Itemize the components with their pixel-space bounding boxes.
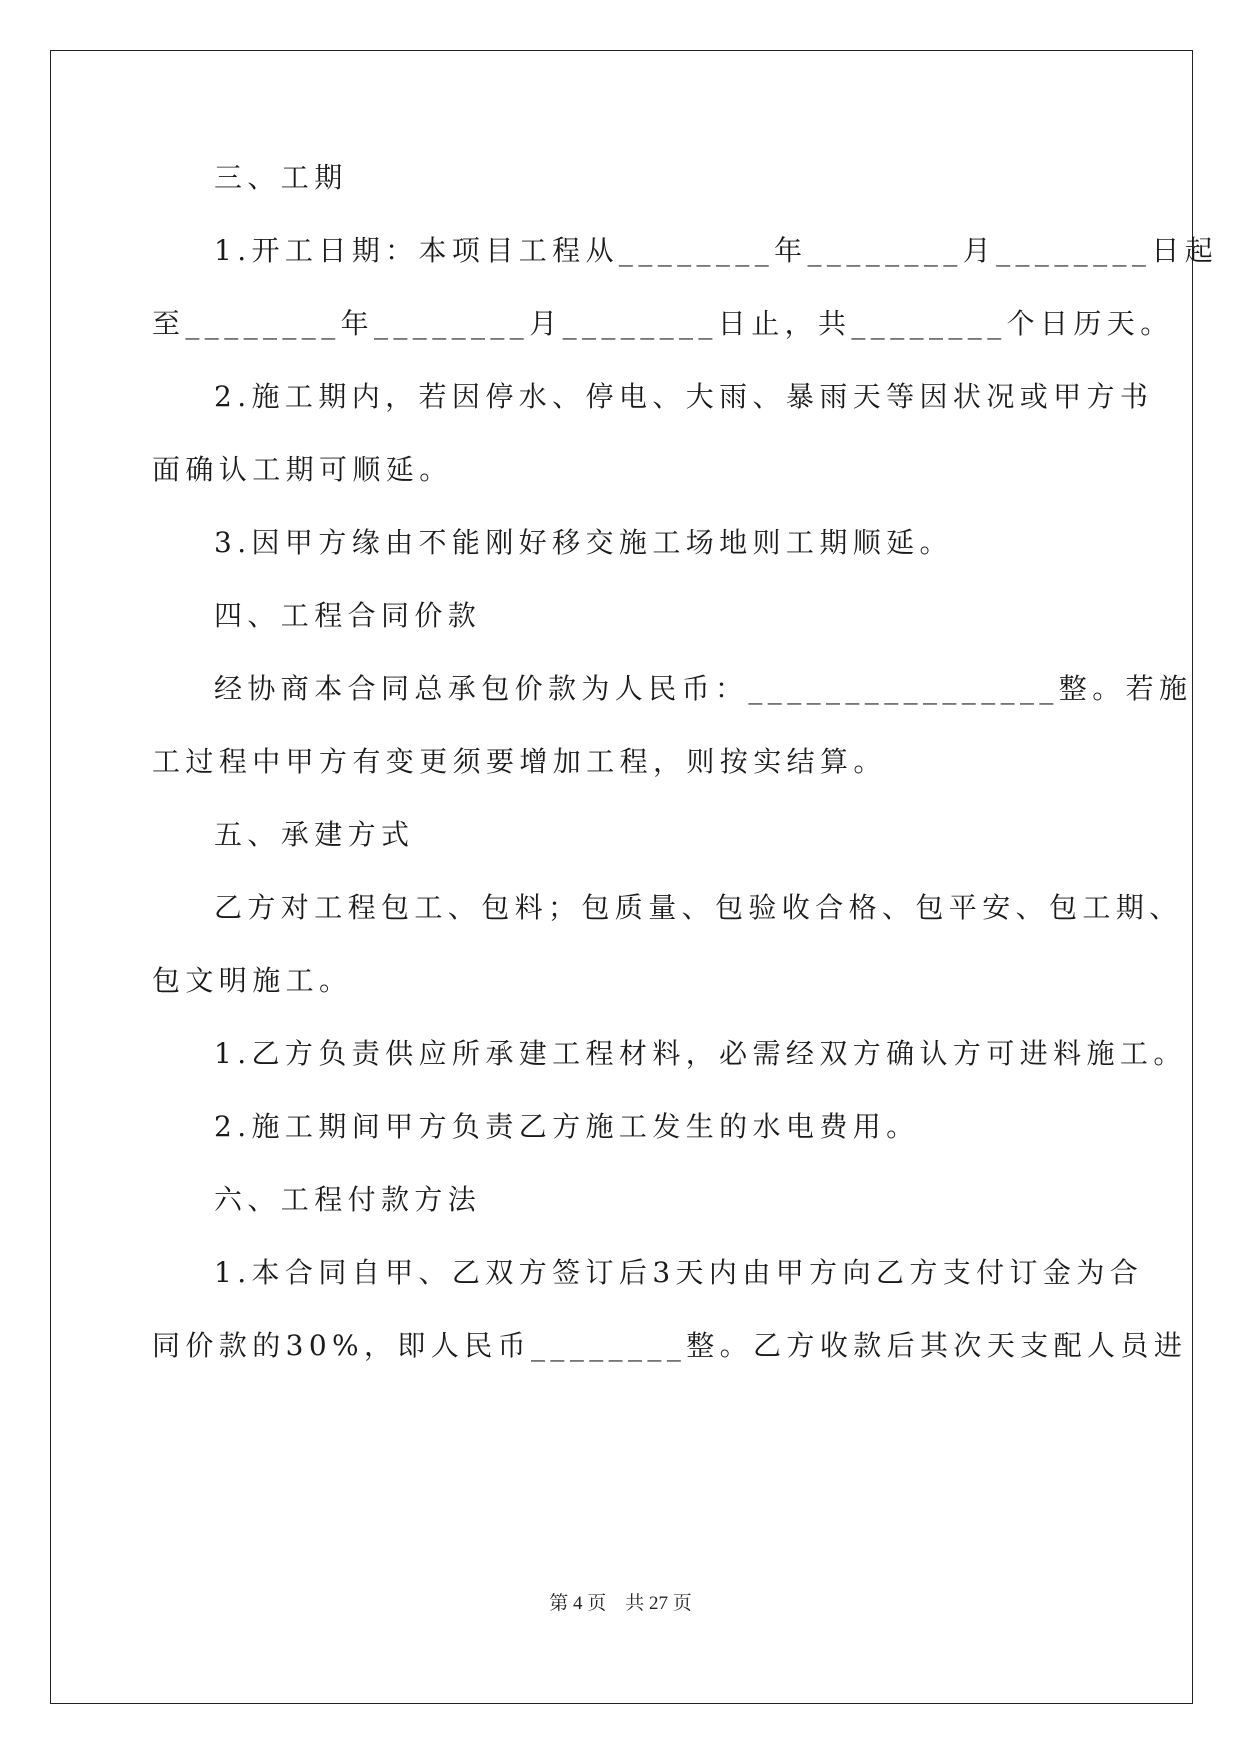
paragraph-line: 包文明施工。	[152, 964, 353, 997]
paragraph-line: 2.施工期内，若因停水、停电、大雨、暴雨天等因状况或甲方书	[214, 380, 1154, 413]
paragraph-line: 经协商本合同总承包价款为人民币：________________整。若施	[214, 672, 1193, 705]
section-heading-contracting: 五、承建方式	[214, 818, 415, 851]
section-heading-price: 四、工程合同价款	[214, 599, 482, 632]
section-heading-schedule: 三、工期	[214, 161, 348, 194]
section-heading-payment: 六、工程付款方法	[214, 1183, 482, 1216]
paragraph-line: 至________年________月________日止，共________个日历天。	[152, 307, 1174, 340]
paragraph-line: 面确认工期可顺延。	[152, 453, 453, 486]
paragraph-line: 3.因甲方缘由不能刚好移交施工场地则工期顺延。	[214, 526, 953, 559]
paragraph-line: 同价款的30%，即人民币________整。乙方收款后其次天支配人员进	[152, 1329, 1188, 1362]
paragraph-line: 1.乙方负责供应所承建工程材料，必需经双方确认方可进料施工。	[214, 1037, 1187, 1070]
paragraph-line: 工过程中甲方有变更须要增加工程，则按实结算。	[152, 745, 887, 778]
paragraph-line: 乙方对工程包工、包料；包质量、包验收合格、包平安、包工期、	[214, 891, 1183, 924]
page-border	[50, 50, 1193, 1704]
paragraph-line: 1.开工日期：本项目工程从________年________月________日起	[214, 234, 1219, 267]
page-number-footer: 第 4 页 共 27 页	[549, 1593, 692, 1614]
paragraph-line: 2.施工期间甲方负责乙方施工发生的水电费用。	[214, 1110, 920, 1143]
paragraph-line: 1.本合同自甲、乙双方签订后3天内由甲方向乙方支付订金为合	[214, 1256, 1144, 1289]
